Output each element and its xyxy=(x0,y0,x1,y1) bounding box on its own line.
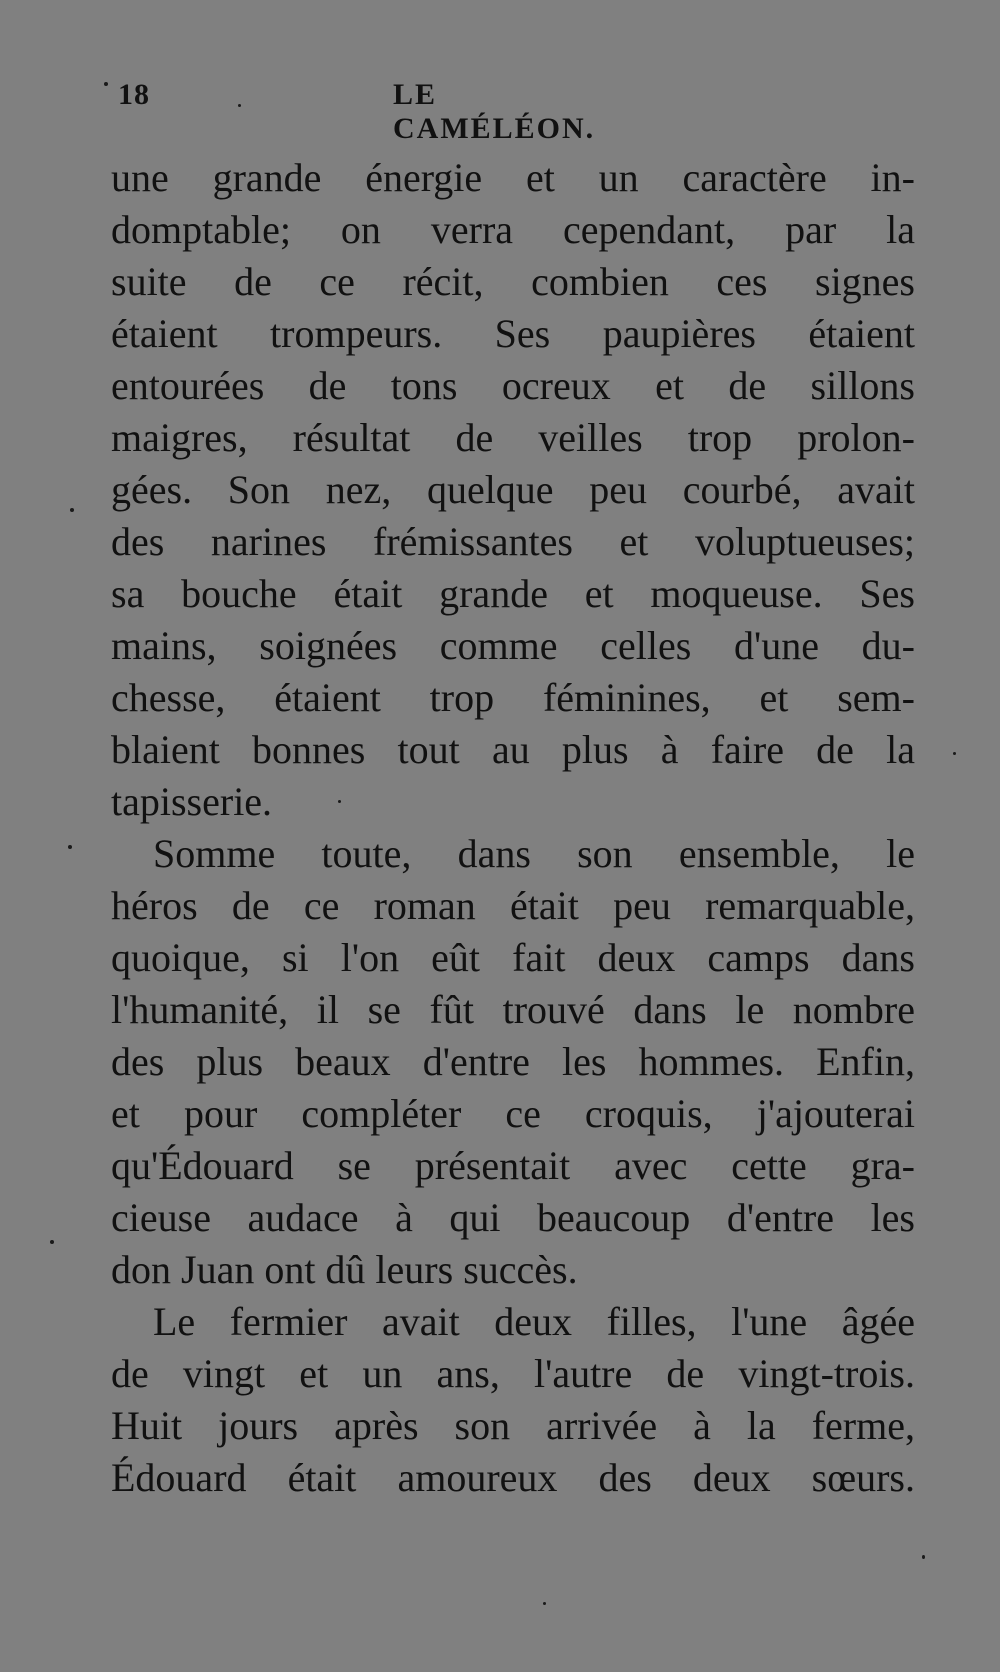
text-line: sa bouche était grande et moqueuse. Ses xyxy=(111,571,915,616)
text-line: Édouard était amoureux des deux sœurs. xyxy=(111,1455,915,1500)
text-line: quoique, si l'on eût fait deux camps dans xyxy=(111,935,915,980)
scan-speck xyxy=(238,104,241,107)
text-line: entourées de tons ocreux et de sillons xyxy=(111,363,915,408)
text-line: qu'Édouard se présentait avec cette gra- xyxy=(111,1143,915,1188)
scan-speck xyxy=(543,1602,546,1605)
text-line: étaient trompeurs. Ses paupières étaient xyxy=(111,311,915,356)
paragraph xyxy=(111,1296,915,1504)
text-line: mains, soignées comme celles d'une du- xyxy=(111,623,915,668)
scan-speck xyxy=(104,82,108,86)
text-line: don Juan ont dû leurs succès. xyxy=(111,1247,578,1292)
text-line: suite de ce récit, combien ces signes xyxy=(111,259,915,304)
scan-speck xyxy=(953,752,956,755)
text-line: cieuse audace à qui beaucoup d'entre les xyxy=(111,1195,915,1240)
text-line: des plus beaux d'entre les hommes. Enfin, xyxy=(111,1039,915,1084)
text-line: de vingt et un ans, l'autre de vingt-trois. xyxy=(111,1351,915,1396)
paragraph xyxy=(111,828,915,1296)
text-line: et pour compléter ce croquis, j'ajouterai xyxy=(111,1091,915,1136)
text-line: chesse, étaient trop féminines, et sem- xyxy=(111,675,915,720)
text-line: maigres, résultat de veilles trop prolon- xyxy=(111,415,915,460)
scan-speck xyxy=(68,845,72,849)
text-line: domptable; on verra cependant, par la xyxy=(111,207,915,252)
text-line: des narines frémissantes et voluptueuses; xyxy=(111,519,915,564)
text-line: l'humanité, il se fût trouvé dans le nombre xyxy=(111,987,915,1032)
paragraph xyxy=(111,152,915,828)
scan-speck xyxy=(70,508,74,512)
text-line: Le fermier avait deux filles, l'une âgée xyxy=(153,1299,915,1344)
scan-speck xyxy=(922,1555,925,1559)
text-line: Somme toute, dans son ensemble, le xyxy=(153,831,915,876)
text-line: blaient bonnes tout au plus à faire de la xyxy=(111,727,915,772)
running-head xyxy=(118,78,643,145)
running-title: LE CAMÉLÉON. xyxy=(393,78,596,145)
scan-speck xyxy=(50,1240,54,1244)
text-line: tapisserie. xyxy=(111,779,273,824)
text-line: héros de ce roman était peu remarquable, xyxy=(111,883,915,928)
body-text xyxy=(111,152,915,1504)
page-number: 18 xyxy=(118,78,150,111)
text-line: gées. Son nez, quelque peu courbé, avait xyxy=(111,467,915,512)
text-line: Huit jours après son arrivée à la ferme, xyxy=(111,1403,915,1448)
text-line: une grande énergie et un caractère in- xyxy=(111,155,915,200)
scan-speck xyxy=(338,800,341,803)
